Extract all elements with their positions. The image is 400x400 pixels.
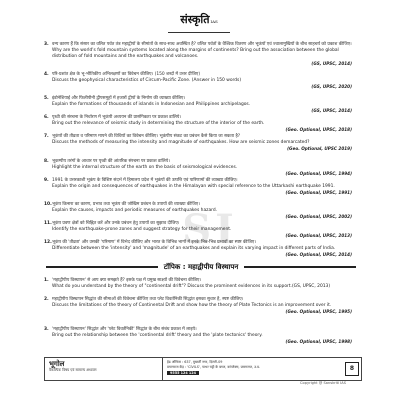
question-number: 12. [44, 240, 52, 245]
question-number: 5. [44, 96, 49, 101]
footer-brand [45, 358, 163, 380]
header-logo [168, 10, 230, 33]
question-english: Bring out the relationship between the 'continental drift' theory and the 'plate tectonics' theory. [52, 333, 263, 339]
question-item [44, 72, 352, 91]
question-hindi: भूकंप की 'तीव्रता' और उसकी 'परिमाण' में विभेद कीजिए और भारत के विभिन्न भागों में इनके भिन्न-भिन्न प्रभावों का स्पष्ट कीजिए। [52, 240, 256, 245]
question-hindi: पृथ्वी की संरचना के निर्धारण में भूकंपी अध्ययन की प्रासंगिकता पर प्रकाश डालिये। [52, 115, 181, 120]
question-english: Discuss the methods of measuring the intensity and magnitude of earthquakes. How are seismic zones demarcated? [52, 140, 310, 146]
question-source: (Geo. Optional, UPSC, 2018) [285, 127, 352, 133]
question-hindi: महाद्वीपीय विस्थापन सिद्धांत की सीमाओं की विवेचना कीजिए तथा प्लेट विवर्तनिकी सिद्धांत इसका सुधार है, स्पष्ट कीजिए। [52, 297, 244, 302]
question-item [44, 115, 352, 134]
footer-address-branch: प्रयागराज केंद्र : 'CIVILS', पत्थर चट्टी के बगल, कांप्लेक्स, प्रयागराज, उ.प्र. [167, 364, 261, 369]
question-english: Discuss the geophysical characteristics of Circum-Pacific Zone. (Answer in 150 words) [52, 78, 242, 84]
question-number: 4. [44, 72, 49, 77]
question-english: Explain the formations of thousands of islands in Indonesian and Philippines archipelagos. [52, 102, 251, 108]
page-number-box [343, 358, 361, 380]
watermark: SI [182, 206, 238, 253]
topic-rule-left [46, 266, 158, 268]
question-hindi: 'महाद्वीपीय विस्थापन' सिद्धांत और 'प्लेट विवर्तनिकी' सिद्धांत के बीच संबंध प्रकाश में लाइये। [52, 327, 197, 332]
question-source: (Geo. Optional, UPSC, 2013) [285, 233, 352, 239]
question-item [44, 202, 352, 221]
footer-brand-subtitle: वैकल्पिक विषय एवं सामान्य अध्ययन [49, 368, 97, 372]
question-english: Differentiate between the 'intensity' and 'magnitude' of an earthquakes and explain its varying impact in different parts of India. [52, 246, 336, 252]
question-source: (GS, UPSC, 2014) [311, 60, 352, 66]
question-number: 8. [44, 159, 49, 164]
question-number: 7. [44, 134, 49, 139]
question-source: (Geo. Optional, UPSC 2019) [287, 146, 352, 152]
question-item [44, 96, 352, 115]
question-source: (Geo. Optional, UPSC, 1994) [285, 171, 352, 177]
question-item [44, 134, 352, 153]
question-hindi: भूकंपों की तीव्रता व परिमाण मापने की विधियों का विवेचन कीजिए। भूकंपीय संकट का प्रबंधन कैसे किया जा सकता है? [52, 134, 241, 139]
question-item [44, 278, 352, 290]
question-hindi: 'महाद्वीपीय विस्थापन' से आप क्या समझते हैं? इसके पक्ष में प्रमुख साक्ष्यों की विवेचना कीजिए। [52, 278, 202, 283]
question-source: (Geo. Optional, UPSC, 1998) [285, 339, 352, 345]
question-english: What do you understand by the theory of "continental drift"? Discuss the prominent evidences in its support.(GS, UPSC, 2013) [52, 284, 331, 290]
page-footer [44, 357, 362, 381]
question-item [44, 240, 352, 259]
question-number: 10. [44, 202, 52, 207]
question-hindi: परि-प्रशांत क्षेत्र के भू-भौतिकीय अभिलक्षणों का विवेचन कीजिए। (150 शब्दों में उत्तर दीजिए) [52, 72, 201, 77]
footer-address [163, 358, 343, 380]
question-english: Bring out the relevance of seismic study in determining the structure of the interior of the earth. [52, 121, 265, 127]
question-source: (Geo. Optional, UPSC, 2002) [285, 214, 352, 220]
question-source: (Geo. Optional, UPSC, 1991) [285, 190, 352, 196]
question-item [44, 159, 352, 178]
question-english: Explain the causes, impacts and periodic measures of earthquakes hazard. [52, 208, 218, 214]
footer-brand-name: भूगोल [49, 360, 65, 368]
copyright-text: Copyright @ Sanskriti IAS [300, 381, 346, 385]
question-item [44, 178, 352, 197]
question-number: 6. [44, 115, 49, 120]
question-hindi: भूकंप किनारा का कारण, प्रभाव तथा भूकंप की जोखिम प्रबंधन के उपायों की व्याख्या कीजिए। [52, 202, 200, 207]
topic-heading-bar [46, 262, 356, 272]
question-source: (Geo. Optional, UPSC, 2014) [285, 252, 352, 258]
logo-text: संस्कृति [180, 13, 210, 26]
question-hindi: वन्य कारण हैं कि संसार का वलित पर्वत तंत्र महाद्वीपों के सीमांतों के साथ-साथ अवस्थित है? वलित पर्वतों के वैश्विक वितरण और भूकंपों एवं ज्वालामुखियों के बीच साहचर्य को प्रकाश कीजिए। [52, 42, 352, 47]
question-source: (GS, UPSC, 2014) [311, 108, 352, 114]
logo-sub: IAS [210, 19, 218, 24]
question-number: 3. [44, 42, 49, 47]
question-hindi: भूकम्पीय तरंगों के आधार पर पृथ्वी की आंतरिक संरचना पर प्रकाश डालिये। [52, 159, 170, 164]
question-english: Why are the world's fold mountain systems located along the margins of continents? Bring out the association between the global distribution of fold mountains and the earthquakes and volcanoes. [52, 48, 339, 60]
question-number: 2. [44, 297, 49, 302]
footer-phone: 9555 124 124 [167, 371, 199, 376]
question-hindi: इंडोनेशियाई और फिलीपीनी द्वीपसमूहों में हजारों द्वीपों के निर्माण की व्याख्या कीजिए। [52, 96, 186, 101]
question-source: (Geo. Optional, UPSC, 1995) [285, 309, 352, 315]
question-english: Discuss the limitations of the theory of Continental Drift and show how the theory of Plate Tectonics is an improvement over it. [52, 303, 332, 309]
question-english: Explain the origin and consequences of earthquakes in the Himalayan with special reference to the Uttarkashi earthquake 1991. [52, 184, 335, 190]
question-item [44, 327, 352, 346]
question-number: 1. [44, 278, 49, 283]
footer-address-head: हेड ऑफिस : 637, मुखर्जी नगर, दिल्ली-09 [167, 360, 223, 364]
question-item [44, 297, 352, 316]
question-hindi: 1991 के उत्तरकाशी भूकंप के विशिष्ट संदर्भ में हिमालय प्रदेश में भूकंपों की उत्पत्ति एवं पारिणामों की व्याख्या कीजिए। [52, 178, 238, 183]
question-number: 9. [44, 178, 49, 183]
question-item [44, 42, 352, 67]
question-item [44, 221, 352, 240]
question-number: 3. [44, 327, 49, 332]
question-hindi: भूकंप प्रवण क्षेत्रों को चिह्नित करें और उनके प्रबंधन हेतु उपायों का सुझाव दीजिए। [52, 221, 180, 226]
topic-title: टॉपिक : महाद्वीपीय विस्थापन [163, 262, 239, 271]
question-english: Highlight the internal structure of the earth on the basis of seismological evidences. [52, 165, 238, 171]
question-source: (GS, UPSC, 2020) [311, 84, 352, 90]
question-english: Identify the earthquake-prone zones and suggest strategy for their management. [52, 227, 232, 233]
question-number: 11. [44, 221, 52, 226]
page-number: 8 [345, 362, 359, 376]
topic-rule-right [244, 266, 356, 268]
